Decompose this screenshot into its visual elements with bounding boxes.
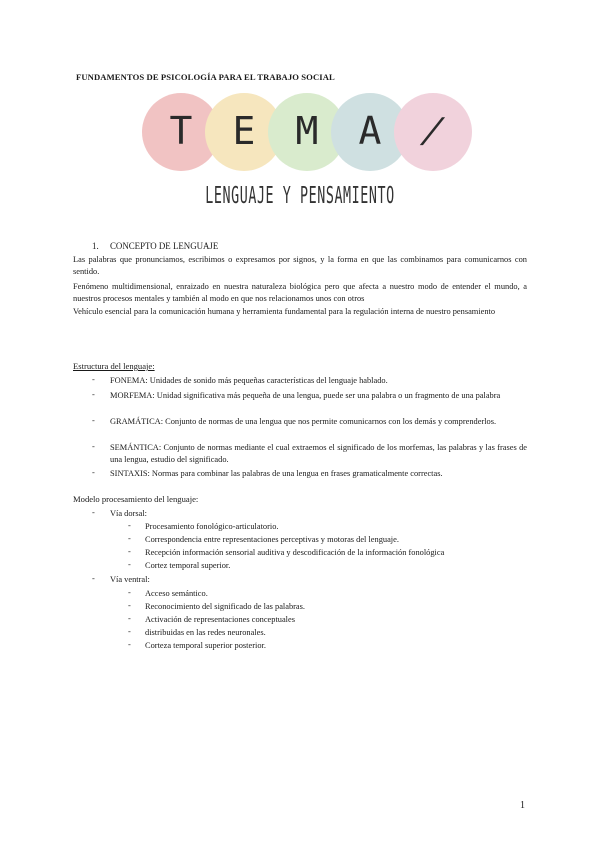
bullet-dash: - <box>92 390 95 399</box>
structure-item-gramatica: GRAMÁTICA: Conjunto de normas de una lengua que nos permite comunicarnos con los demás y comprenderlos. <box>110 417 497 426</box>
section-title: CONCEPTO DE LENGUAJE <box>110 241 219 251</box>
bullet-dash: - <box>128 627 131 636</box>
banner-letter: / <box>416 111 450 151</box>
bullet-dash: - <box>128 640 131 649</box>
structure-item-semantica: SEMÁNTICA: Conjunto de normas mediante el cual extraemos el significado de los morfemas, las palabras y las frases de una lengua, estudio del significado. <box>110 443 527 464</box>
bullet-dash: - <box>128 588 131 597</box>
bullet-dash: - <box>128 547 131 556</box>
dorsal-item: Recepción información sensorial auditiva y descodificación de la información fonológica <box>145 548 445 557</box>
banner-letter: A <box>358 109 382 153</box>
dorsal-item: Cortez temporal superior. <box>145 561 231 570</box>
bullet-dash: - <box>128 614 131 623</box>
ventral-route-label: Vía ventral: <box>110 575 150 584</box>
bullet-dash: - <box>92 416 95 425</box>
bullet-dash: - <box>92 574 95 583</box>
ventral-item: Activación de representaciones conceptuales <box>145 615 295 624</box>
structure-item-morfema: MORFEMA: Unidad significativa más pequeña de una lengua, puede ser una palabra o un fragmento de una palabra <box>110 391 501 400</box>
ventral-item: Corteza temporal superior posterior. <box>145 641 266 650</box>
structure-title: Estructura del lenguaje: <box>73 361 155 371</box>
tema-banner <box>142 93 472 173</box>
dorsal-item: Correspondencia entre representaciones perceptivas y motoras del lenguaje. <box>145 535 399 544</box>
intro-paragraph: Vehículo esencial para la comunicación humana y herramienta fundamental para la regulación interna de nuestro pensamiento <box>73 307 496 316</box>
banner-letter: E <box>232 109 256 153</box>
page-number: 1 <box>520 800 525 811</box>
structure-item-sintaxis: SINTAXIS: Normas para combinar las palabras de una lengua en frases gramaticalmente correctas. <box>110 469 443 478</box>
bullet-dash: - <box>92 375 95 384</box>
intro-paragraph: Las palabras que pronunciamos, escribimos o expresamos por signos, y la forma en que las combinamos para comunicarnos con sentido. <box>73 255 527 276</box>
bullet-dash: - <box>92 508 95 517</box>
banner-letter: M <box>295 109 319 153</box>
ventral-item: distribuidas en las redes neuronales. <box>145 628 266 637</box>
banner-circle-slash <box>394 93 472 171</box>
bullet-dash: - <box>128 534 131 543</box>
banner-letter: T <box>169 109 193 153</box>
bullet-dash: - <box>92 468 95 477</box>
dorsal-item: Procesamiento fonológico-articulatorio. <box>145 522 279 531</box>
section-number: 1. <box>92 241 99 251</box>
bullet-dash: - <box>128 521 131 530</box>
processing-model-title: Modelo procesamiento del lenguaje: <box>73 494 199 504</box>
ventral-item: Acceso semántico. <box>145 589 208 598</box>
section-heading <box>92 241 218 251</box>
intro-paragraph: Fenómeno multidimensional, enraizado en nuestra naturaleza biológica pero que afecta a nuestro modo de entender el mundo, a nuestros procesos mentales y también al modo en que nos relacionamos unos con otros <box>73 282 527 303</box>
structure-item-fonema: FONEMA: Unidades de sonido más pequeñas características del lenguaje hablado. <box>110 376 388 385</box>
ventral-item: Reconocimiento del significado de las palabras. <box>145 602 306 611</box>
dorsal-route-label: Vía dorsal: <box>110 509 147 518</box>
bullet-dash: - <box>92 442 95 451</box>
document-header-title: FUNDAMENTOS DE PSICOLOGÍA PARA EL TRABAJO SOCIAL <box>76 72 335 82</box>
bullet-dash: - <box>128 601 131 610</box>
banner-subtitle: LENGUAJE Y PENSAMIENTO <box>205 183 395 209</box>
bullet-dash: - <box>128 560 131 569</box>
